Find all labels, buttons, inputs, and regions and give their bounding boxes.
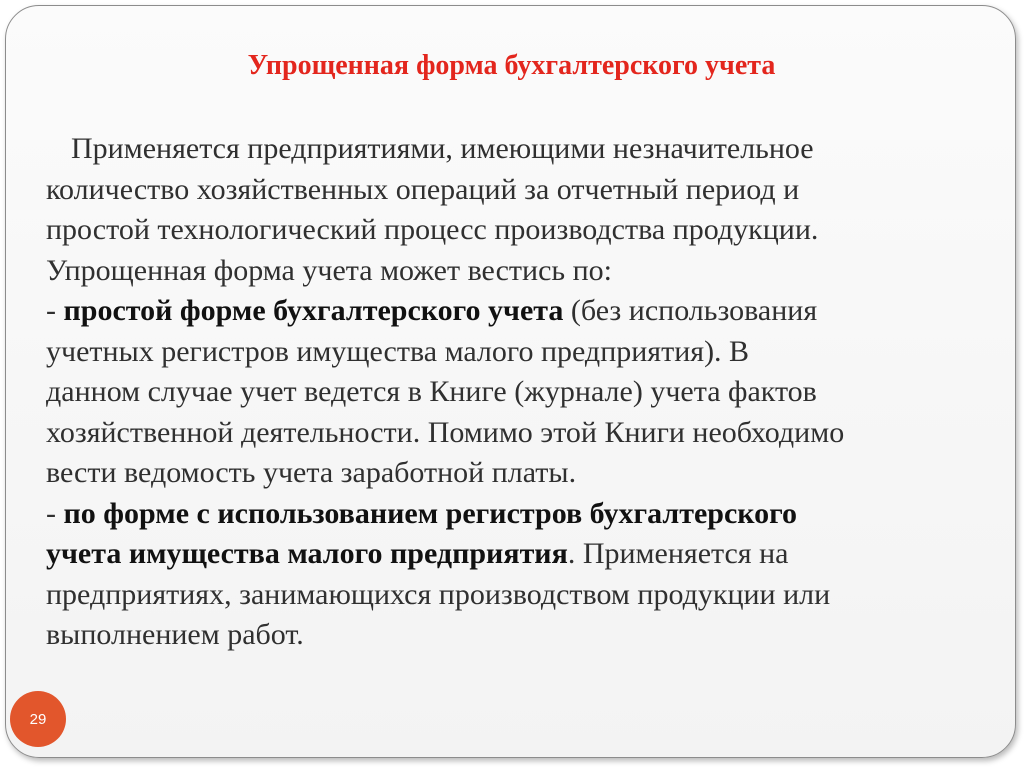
body-text-fragment: . Применяется на <box>567 537 789 570</box>
body-line-1: Применяется предприятиями, имеющими незначительное <box>71 132 814 165</box>
body-line-8: хозяйственной деятельности. Помимо этой Книги необходимо <box>46 415 845 449</box>
body-line-6: учетных регистров имущества малого предприятия). В <box>46 334 750 368</box>
page-number-badge: 29 <box>10 691 66 747</box>
bold-term-register-form-cont: учета имущества малого предприятия <box>46 537 568 570</box>
body-text-fragment: (без использования <box>563 294 818 327</box>
body-line-5 <box>46 291 991 332</box>
list-dash: - <box>46 294 64 327</box>
body-line-3: простой технологический процесс производства продукции. <box>46 213 819 246</box>
slide-frame <box>5 5 1016 758</box>
body-line-11 <box>46 534 991 575</box>
body-line-10 <box>46 494 991 535</box>
slide-body <box>46 129 991 656</box>
body-line-12: предприятиях, занимающихся производством продукции или <box>46 577 831 611</box>
list-dash: - <box>46 496 64 530</box>
slide-title: Упрощенная форма бухгалтерского учета <box>247 50 776 81</box>
body-line-7: данном случае учет ведется в Книге (журнале) учета фактов <box>46 375 817 408</box>
body-line-2: количество хозяйственных операций за отчетный период и <box>46 172 800 206</box>
body-line-13: выполнением работ. <box>46 618 304 651</box>
bold-term-simple-form: простой форме бухгалтерского учета <box>63 294 564 327</box>
body-line-9: вести ведомость учета заработной платы. <box>46 456 577 489</box>
body-line-4: Упрощенная форма учета может вестись по: <box>46 253 612 287</box>
bold-term-register-form: по форме с использованием регистров бухгалтерского <box>63 496 798 530</box>
